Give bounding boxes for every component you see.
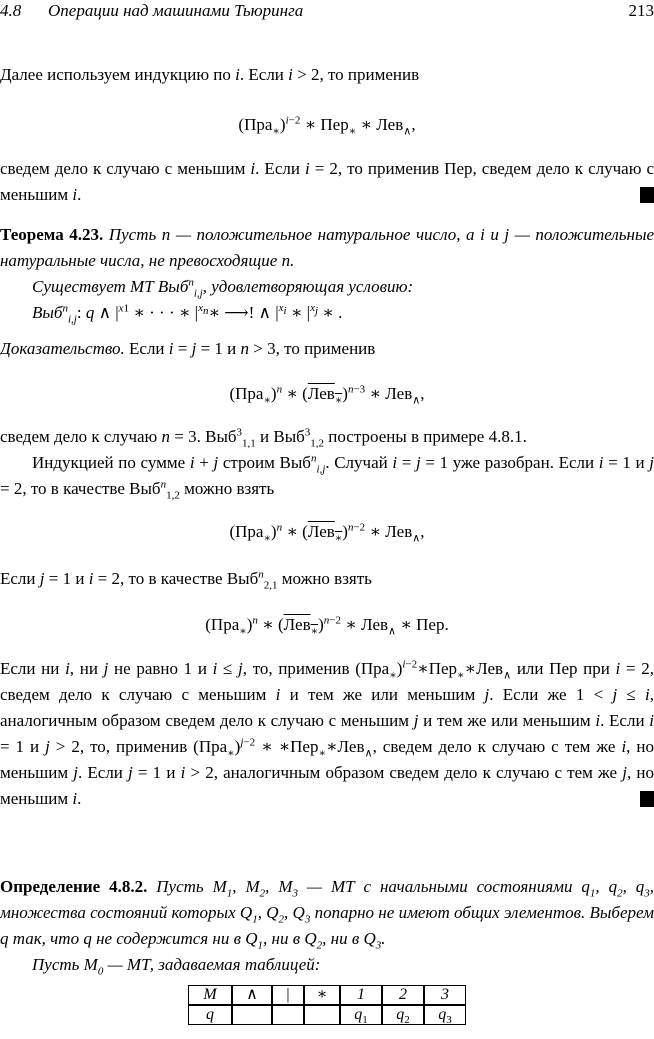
paragraph-induction: Далее используем индукцию по i. Если i > 2, то применив	[0, 65, 420, 84]
section-number: 4.8	[0, 1, 22, 20]
formula-2: $(Пра_∗)^n$ ∗ $(Лев_∗)^{n-3}$ ∗ Лев$_\wedge$,	[229, 383, 425, 407]
proof-body-1: сведем дело к случаю n = 3. Выб$^3_{1,1}$ и Выб$^3_{1,2}$ построены в примере 4.8.1. Индукцией по сумме i + j строим Выб$^n_{i,j}$. Случай i = j = 1 уже разобран. Если i = 1 и j = 2, то в качестве Выб$^n_{1,2}$ можно взять	[0, 426, 654, 502]
theorem-block: Теорема 4.23. Пусть n — положительное натуральное число, а i и j — положительные натуральные числа, не превосходящие n. Существует МТ Выб$^n_{i,j}$, удовлетворяющая условию: Выб$^n_{i,j}$: q ∧ $|^{x1}$ ∗ · · · ∗ $|^{x_n}∗$ ⟶! ∧ $|^{x_i}$ ∗ $|^{x_j}$ ∗ .	[0, 225, 654, 326]
formula-4: $(Пра_∗)^n$ ∗ $(Лев_∗)^{n-2}$ ∗ Лев$_\wedge$ ∗ Пер.	[205, 614, 449, 638]
definition-block: Определение 4.8.2. Пусть $M_1$, $M_2$, $M_3$ — МТ с начальными состояниями $q_1$, $q_2$, $q_3$, множества состояний которых $Q_1$, $Q_2$, $Q_3$ попарно не имеют общих элементов. Выберем q так, что q не содержится ни в $Q_1$, ни в $Q_2$, ни в $Q_3$. Пусть $M_0$ — МТ, задаваемая таблицей:	[0, 877, 654, 978]
theorem-label: Теорема 4.23.	[0, 225, 104, 244]
page-number: 213	[628, 1, 654, 20]
table-cell: ∧	[232, 985, 272, 1005]
paragraph-reduce: сведем дело к случаю с меньшим i. Если i = 2, то применив Пер, сведем дело к случаю с меньшим i.	[0, 159, 654, 204]
table-cell: |	[272, 985, 304, 1005]
table-cell	[272, 1005, 304, 1025]
table-cell: 2	[382, 985, 424, 1005]
table-cell: q	[188, 1005, 232, 1025]
table-header-row	[188, 985, 466, 1005]
table-cell: 1	[340, 985, 382, 1005]
formula-1: $(Пра_∗)^{i-2}$ ∗ Пер$_∗$ ∗ Лев$_\wedge$,	[238, 114, 416, 138]
proof-body-3: Если ни i, ни j не равно 1 и i ≤ j, то, применив $(Пра_∗)^{i-2}∗Пер_∗∗Лев_\wedge$ или Пер при i = 2, сведем дело к случаю с меньшим i и тем же или меньшим j. Если же 1 < j ≤ i, аналогичным образом сведем дело к случаю с меньшим j и тем же или меньшим i. Если i = 1 и j > 2, то, применив $(Пра_∗)^{j-2}$ ∗ ∗Пер$_∗$∗Лев$_\wedge$, сведем дело к случаю с тем же i, но меньшим j. Если j = 1 и i > 2, аналогичным образом сведем дело к случаю с тем же j, но меньшим i.	[0, 658, 654, 808]
qed-mark	[640, 791, 654, 807]
definition-label: Определение 4.8.2.	[0, 877, 148, 896]
table-cell	[304, 1005, 340, 1025]
section-title: Операции над машинами Тьюринга	[48, 1, 304, 20]
table-cell: M	[188, 985, 232, 1005]
table-cell: $q_2$	[382, 1005, 424, 1025]
table-cell	[232, 1005, 272, 1025]
transition-table	[0, 985, 654, 1025]
formula-3: $(Пра_∗)^n$ ∗ $(Лев_∗)^{n-2}$ ∗ Лев$_\wedge$,	[229, 521, 425, 545]
qed-mark	[640, 187, 654, 203]
table-cell: ∗	[304, 985, 340, 1005]
table-cell: 3	[424, 985, 466, 1005]
running-header	[0, 0, 654, 22]
proof-start: Доказательство. Если i = j = 1 и n > 3, то применив	[0, 339, 376, 358]
table-cell: $q_3$	[424, 1005, 466, 1025]
proof-body-2: Если j = 1 и i = 2, то в качестве Выб$^n_{2,1}$ можно взять	[0, 568, 372, 592]
table-row	[188, 1005, 466, 1025]
proof-label: Доказательство.	[0, 339, 125, 358]
table-cell: $q_1$	[340, 1005, 382, 1025]
